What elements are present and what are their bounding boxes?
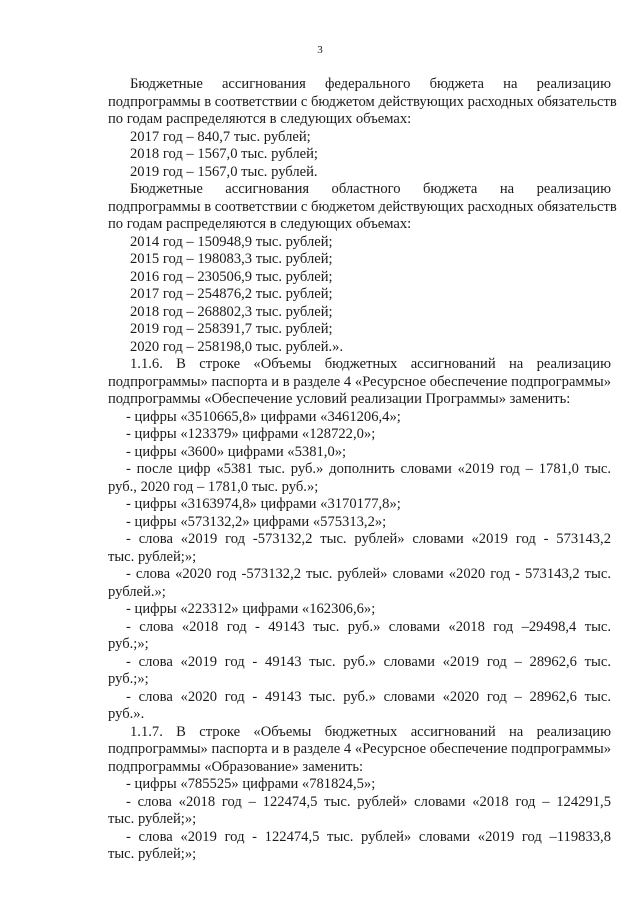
text-line: 2017 год – 840,7 тыс. рублей; bbox=[130, 128, 311, 145]
text-line: подпрограммы в соответствии с бюджетом действующих расходных обязательств bbox=[108, 93, 617, 110]
text-line: 2018 год – 268802,3 тыс. рублей; bbox=[130, 303, 333, 320]
text-line: 2019 год – 258391,7 тыс. рублей; bbox=[130, 321, 333, 337]
text-line: - слова «2018 год - 49143 тыс. руб.» словами «2018 год –29498,4 тыс. bbox=[126, 618, 611, 635]
text-line: 2016 год – 230506,9 тыс. рублей; bbox=[130, 268, 333, 285]
text-line: 2018 год – 1567,0 тыс. рублей; bbox=[130, 146, 318, 162]
text-line: - после цифр «5381 тыс. руб.» дополнить словами «2019 год – 1781,0 тыс. bbox=[126, 461, 611, 477]
text-line: подпрограммы» паспорта и в разделе 4 «Ресурсное обеспечение подпрограммы» bbox=[108, 373, 611, 390]
text-line: - цифры «573132,2» цифрами «575313,2»; bbox=[126, 513, 387, 530]
text-line: 2015 год – 198083,3 тыс. рублей; bbox=[130, 251, 333, 267]
text-line: Бюджетные ассигнования областного бюджета на реализацию bbox=[130, 181, 611, 197]
text-line: тыс. рублей;»; bbox=[108, 548, 197, 565]
text-line: - цифры «785525» цифрами «781824,5»; bbox=[126, 776, 376, 792]
text-line: - слова «2020 год -573132,2 тыс. рублей» словами «2020 год - 573143,2 тыс. bbox=[126, 566, 611, 582]
text-line: 2019 год – 1567,0 тыс. рублей. bbox=[130, 163, 318, 180]
text-line: - слова «2018 год – 122474,5 тыс. рублей» словами «2018 год – 124291,5 bbox=[126, 793, 611, 810]
page-number: 3 bbox=[317, 44, 323, 56]
text-line: 1.1.7. В строке «Объемы бюджетных ассигнований на реализацию bbox=[130, 723, 611, 740]
text-line: 1.1.6. В строке «Объемы бюджетных ассигнований на реализацию bbox=[130, 356, 611, 372]
text-line: - слова «2019 год -573132,2 тыс. рублей» словами «2019 год - 573143,2 bbox=[126, 531, 611, 547]
text-line: 2017 год – 254876,2 тыс. рублей; bbox=[130, 286, 333, 302]
text-line: руб.;»; bbox=[108, 636, 149, 652]
text-line: руб.;»; bbox=[108, 671, 149, 687]
text-line: руб.». bbox=[108, 706, 145, 722]
text-line: - слова «2019 год - 49143 тыс. руб.» словами «2019 год – 28962,6 тыс. bbox=[126, 653, 611, 670]
text-line: - цифры «3163974,8» цифрами «3170177,8»; bbox=[126, 496, 401, 512]
text-line: подпрограммы в соответствии с бюджетом действующих расходных обязательств bbox=[108, 198, 617, 215]
text-line: подпрограммы» паспорта и в разделе 4 «Ресурсное обеспечение подпрограммы» bbox=[108, 741, 611, 757]
text-line: Бюджетные ассигнования федерального бюджета на реализацию bbox=[130, 76, 611, 92]
text-line: - цифры «123379» цифрами «128722,0»; bbox=[126, 426, 376, 442]
text-line: по годам распределяются в следующих объемах: bbox=[108, 216, 412, 232]
text-line: - цифры «3600» цифрами «5381,0»; bbox=[126, 443, 347, 460]
text-line: рублей.»; bbox=[108, 583, 166, 600]
body-text bbox=[108, 76, 617, 864]
text-line: подпрограммы «Образование» заменить: bbox=[108, 758, 364, 775]
text-line: тыс. рублей;»; bbox=[108, 846, 197, 862]
text-line: - слова «2019 год - 122474,5 тыс. рублей» словами «2019 год –119833,8 bbox=[126, 828, 611, 845]
text-line: по годам распределяются в следующих объемах: bbox=[108, 111, 412, 127]
text-line: руб., 2020 год – 1781,0 тыс. руб.»; bbox=[108, 478, 319, 495]
text-line: - цифры «223312» цифрами «162306,6»; bbox=[126, 601, 376, 617]
text-line: 2020 год – 258198,0 тыс. рублей.». bbox=[130, 338, 344, 355]
text-line: - слова «2020 год - 49143 тыс. руб.» словами «2020 год – 28962,6 тыс. bbox=[126, 688, 611, 705]
text-line: подпрограммы «Обеспечение условий реализации Программы» заменить: bbox=[108, 391, 571, 407]
text-line: - цифры «3510665,8» цифрами «3461206,4»; bbox=[126, 408, 401, 425]
text-line: 2014 год – 150948,9 тыс. рублей; bbox=[130, 233, 333, 250]
text-line: тыс. рублей;»; bbox=[108, 811, 197, 827]
